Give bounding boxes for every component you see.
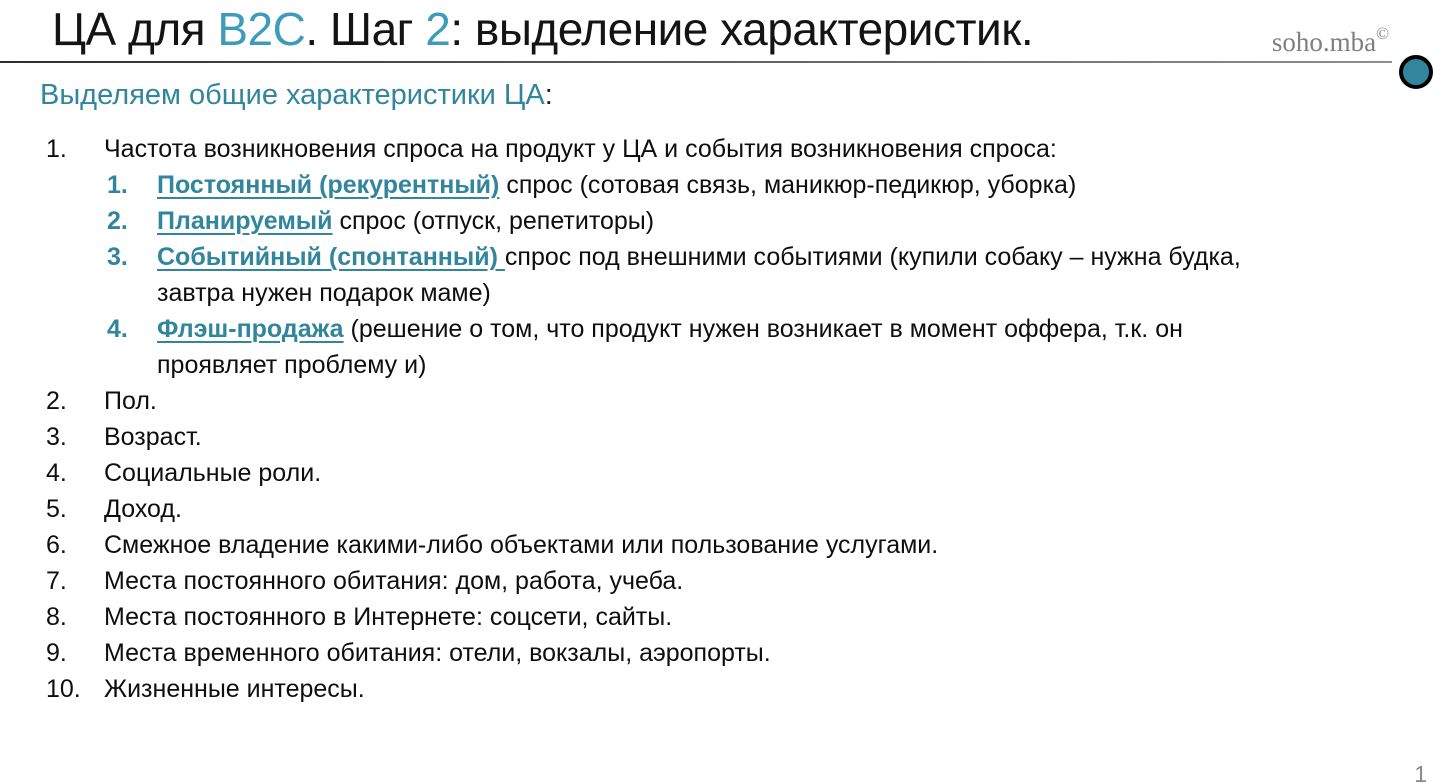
sublist-number: 1. — [107, 171, 128, 199]
list-item-2 — [0, 383, 1437, 419]
subtitle — [40, 79, 553, 112]
sublist-rest: спрос (отпуск, репетиторы) — [332, 207, 655, 235]
list-number: 7. — [46, 567, 67, 595]
list-item-9 — [0, 635, 1437, 671]
sublist-number: 2. — [107, 207, 128, 235]
list-item-10 — [0, 671, 1437, 707]
sublist-number: 3. — [107, 243, 128, 271]
list-text: Места постоянного обитания: дом, работа, учеба. — [104, 567, 684, 595]
list-subitem-1-4 — [0, 311, 1437, 383]
list-number: 3. — [46, 423, 67, 451]
term-link-event[interactable]: Событийный (спонтанный) — [157, 243, 505, 271]
list-item-1 — [0, 131, 1437, 167]
list-item-7 — [0, 563, 1437, 599]
copyright-mark: © — [1376, 24, 1389, 43]
list-text: Места временного обитания: отели, вокзалы, аэропорты. — [104, 639, 771, 667]
title-text-2: . Шаг — [305, 3, 426, 55]
title-text-3: : выделение характеристик. — [450, 3, 1034, 55]
sublist-text — [157, 239, 1297, 311]
list-number: 4. — [46, 459, 67, 487]
list-text: Возраст. — [104, 423, 202, 451]
list-item-3 — [0, 419, 1437, 455]
sublist-text — [157, 311, 1297, 383]
list-subitem-1-2 — [0, 203, 1437, 239]
list-text: Частота возникновения спроса на продукт у ЦА и события возникновения спроса: — [104, 135, 1057, 163]
sublist-rest: спрос под внешними событиями (купили собаку – нужна будка, завтра нужен подарок маме) — [157, 243, 1241, 307]
teal-dot-icon — [1399, 55, 1433, 89]
title-accent-b2c: B2C — [217, 3, 306, 55]
title-divider — [0, 61, 1392, 63]
sublist-number: 4. — [107, 315, 128, 343]
list-number: 9. — [46, 639, 67, 667]
list-text: Социальные роли. — [104, 459, 322, 487]
term-link-recurrent[interactable]: Постоянный (рекурентный) — [157, 171, 500, 199]
list-item-5 — [0, 491, 1437, 527]
list-text: Доход. — [104, 495, 182, 523]
list-text: Пол. — [104, 387, 157, 415]
soho-mba-logo — [1272, 26, 1389, 58]
list-item-8 — [0, 599, 1437, 635]
term-link-flash-sale[interactable]: Флэш-продажа — [157, 315, 344, 343]
list-number: 1. — [46, 135, 67, 163]
term-link-planned[interactable]: Планируемый — [157, 207, 333, 235]
subtitle-colon: : — [544, 79, 553, 111]
title-accent-step: 2 — [425, 3, 451, 55]
list-number: 8. — [46, 603, 67, 631]
sublist-text — [157, 167, 1076, 203]
sublist-rest: (решение о том, что продукт нужен возникает в момент оффера, т.к. он проявляет проблему и) — [157, 315, 1183, 379]
list-number: 5. — [46, 495, 67, 523]
list-number: 2. — [46, 387, 67, 415]
list-item-6 — [0, 527, 1437, 563]
list-number: 6. — [46, 531, 67, 559]
page-title — [52, 2, 1033, 56]
list-subitem-1-3 — [0, 239, 1437, 311]
list-text: Жизненные интересы. — [104, 675, 365, 703]
list-item-4 — [0, 455, 1437, 491]
list-text: Места постоянного в Интернете: соцсети, сайты. — [104, 603, 673, 631]
sublist-text — [157, 203, 654, 239]
list-text: Смежное владение какими-либо объектами или пользование услугами. — [104, 531, 939, 559]
page-number: 1 — [1414, 761, 1427, 783]
characteristics-list — [0, 131, 1437, 707]
logo-text: soho.mba — [1271, 27, 1377, 57]
list-number: 10. — [46, 675, 81, 703]
sublist-rest: спрос (сотовая связь, маникюр-педикюр, уборка) — [499, 171, 1077, 199]
title-text-1: ЦА для — [52, 3, 218, 55]
subtitle-text: Выделяем общие характеристики ЦА — [40, 79, 545, 111]
list-subitem-1-1 — [0, 167, 1437, 203]
